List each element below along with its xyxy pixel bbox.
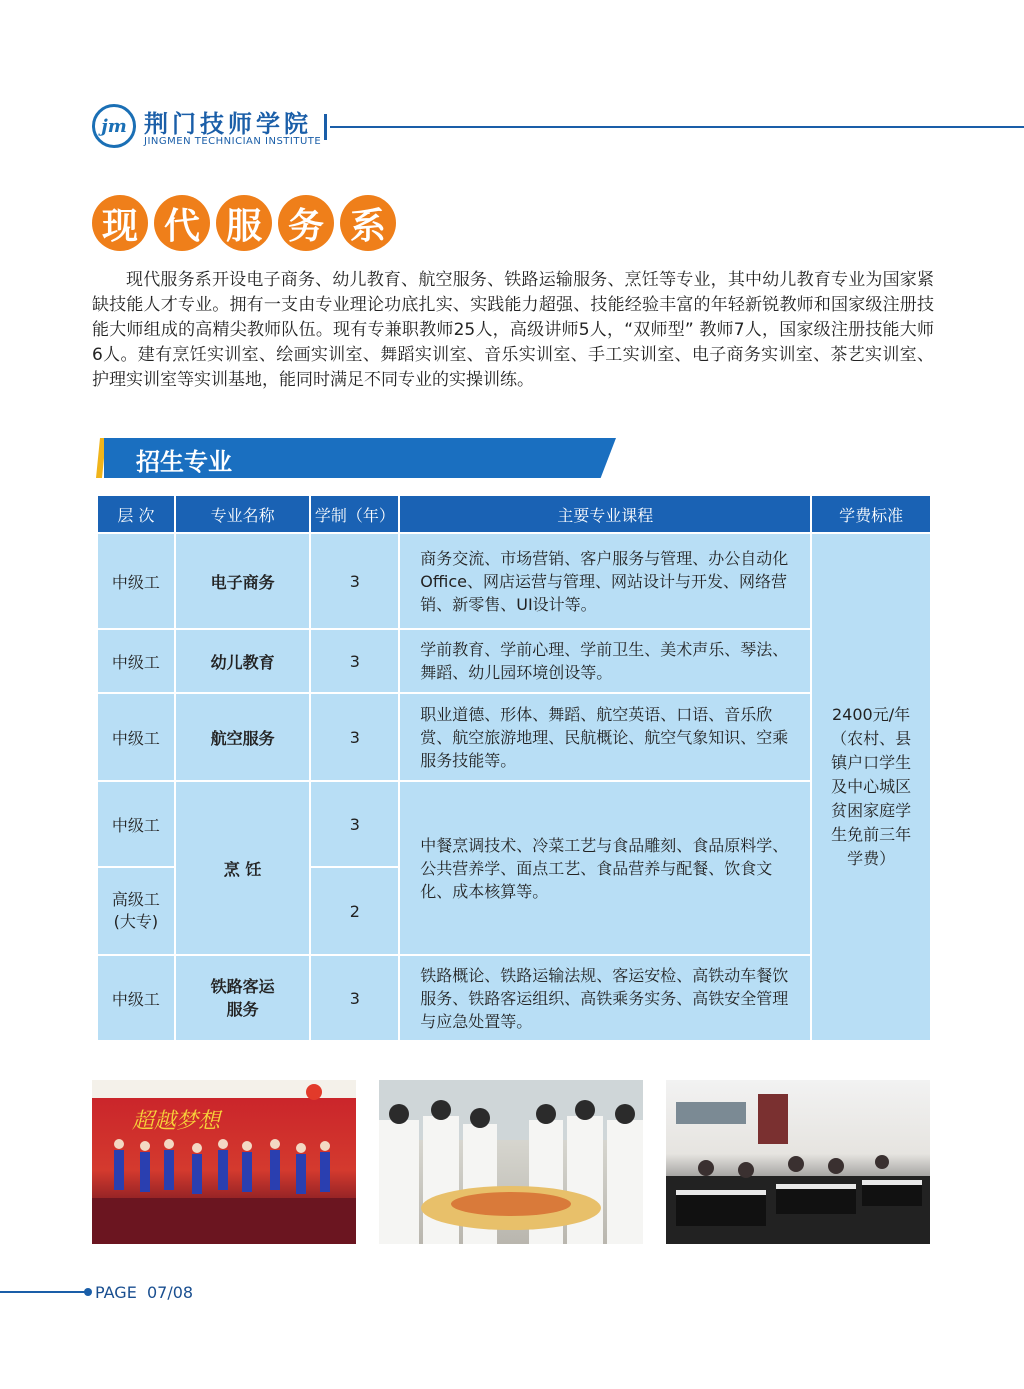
footer-rule <box>0 1291 86 1293</box>
majors-table <box>96 494 932 1042</box>
header-rule <box>330 126 1024 128</box>
table-row <box>97 693 931 781</box>
header-courses: 主要专业课程 <box>399 495 811 533</box>
page-header <box>92 100 1024 156</box>
level-cell: 中级工 <box>97 781 175 867</box>
years-cell: 3 <box>310 533 399 629</box>
courses-cell: 商务交流、市场营销、客户服务与管理、办公自动化Office、网店运营与管理、网站设计与开发、网络营销、新零售、UI设计等。 <box>399 533 811 629</box>
photo-banner-text: 超越梦想 <box>132 1109 221 1134</box>
section-title: 招生专业 <box>136 448 232 476</box>
major-cell: 铁路客运 服务 <box>175 955 311 1041</box>
page-title <box>92 195 396 255</box>
courses-cell: 铁路概论、铁路运输法规、客运安检、高铁动车餐饮服务、铁路客运组织、高铁乘务实务、高铁安全管理与应急处置等。 <box>399 955 811 1041</box>
years-cell: 3 <box>310 781 399 867</box>
header-fee: 学费标准 <box>811 495 931 533</box>
page-number: PAGE 07/08 <box>95 1283 194 1302</box>
table-row <box>97 533 931 629</box>
school-logo-icon: jm <box>92 104 136 148</box>
level-cell: 高级工 (大专) <box>97 867 175 955</box>
level-cell: 中级工 <box>97 629 175 693</box>
intro-paragraph: 现代服务系开设电子商务、幼儿教育、航空服务、铁路运输服务、烹饪等专业，其中幼儿教育专业为国家紧缺技能人才专业。拥有一支由专业理论功底扎实、实践能力超强、技能经验丰富的年轻新锐教师和国家级注册技能大师组成的高精尖教师队伍。现有专兼职教师25人，高级讲师5人，“双师型” 教师7人，国家级注册技能大师6人。建有烹饪实训室、绘画实训室、舞蹈实训室、音乐实训室、手工实训室、电子商务实训室、茶艺实训室、护理实训室等实训基地，能同时满足不同专业的实操训练。 <box>92 270 934 390</box>
courses-cell: 职业道德、形体、舞蹈、航空英语、口语、音乐欣赏、航空旅游地理、民航概论、航空气象知识、空乘服务技能等。 <box>399 693 811 781</box>
level-cell: 中级工 <box>97 533 175 629</box>
footer-dot-icon <box>84 1288 92 1296</box>
years-cell: 3 <box>310 693 399 781</box>
header-years: 学制（年） <box>310 495 399 533</box>
level-cell: 中级工 <box>97 955 175 1041</box>
title-char: 务 <box>278 195 334 251</box>
table-header-row <box>97 495 931 533</box>
table-row <box>97 781 931 867</box>
table-row <box>97 629 931 693</box>
major-cell: 烹 饪 <box>175 781 311 955</box>
years-cell: 3 <box>310 629 399 693</box>
header-level: 层 次 <box>97 495 175 533</box>
school-name-cn: 荆门技师学院 <box>144 109 312 138</box>
major-cell: 电子商务 <box>175 533 311 629</box>
title-char: 代 <box>154 195 210 251</box>
title-char: 服 <box>216 195 272 251</box>
fee-cell: 2400元/年（农村、县镇户口学生及中心城区贫困家庭学生免前三年学费） <box>811 533 931 1041</box>
title-char: 现 <box>92 195 148 251</box>
photo-strip <box>92 1080 930 1244</box>
major-cell: 幼儿教育 <box>175 629 311 693</box>
courses-cell: 中餐烹调技术、冷菜工艺与食品雕刻、食品原料学、公共营养学、面点工艺、食品营养与配餐、饮食文化、成本核算等。 <box>399 781 811 955</box>
stage-performance-photo <box>92 1080 356 1244</box>
courses-cell: 学前教育、学前心理、学前卫生、美术声乐、琴法、舞蹈、幼儿园环境创设等。 <box>399 629 811 693</box>
years-cell: 2 <box>310 867 399 955</box>
school-name-en: JINGMEN TECHNICIAN INSTITUTE <box>144 136 322 147</box>
title-char: 系 <box>340 195 396 251</box>
major-cell: 航空服务 <box>175 693 311 781</box>
header-major: 专业名称 <box>175 495 311 533</box>
header-divider <box>324 114 327 140</box>
table-row <box>97 955 931 1041</box>
piano-classroom-photo <box>666 1080 930 1244</box>
years-cell: 3 <box>310 955 399 1041</box>
section-banner <box>96 438 616 478</box>
cooking-class-photo <box>379 1080 643 1244</box>
level-cell: 中级工 <box>97 693 175 781</box>
